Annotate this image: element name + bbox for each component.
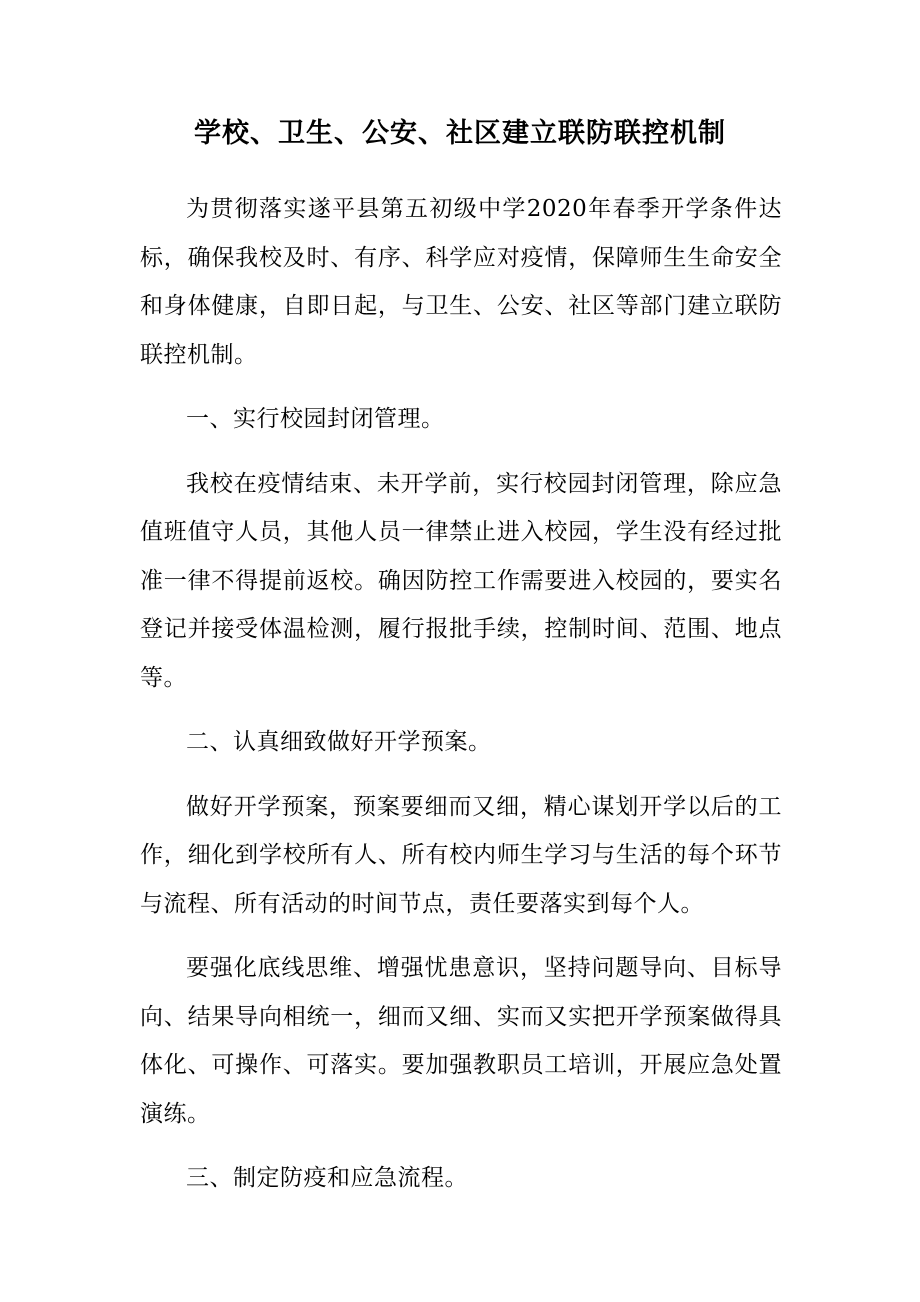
intro-paragraph: 为贯彻落实遂平县第五初级中学2020年春季开学条件达标，确保我校及时、有序、科学应对疫情，保障师生生命安全和身体健康，自即日起，与卫生、公安、社区等部门建立联防联控机制。 (140, 196, 782, 368)
document-body (140, 185, 782, 1219)
section-2-paragraph-2: 要强化底线思维、增强忧患意识，坚持问题导向、目标导向、结果导向相统一，细而又细、实而又实把开学预案做得具体化、可操作、可落实。要加强教职员工培训，开展应急处置演练。 (140, 955, 782, 1127)
section-heading-3: 三、制定防疫和应急流程。 (186, 1165, 468, 1191)
section-1-paragraph-1: 我校在疫情结束、未开学前，实行校园封闭管理，除应急值班值守人员，其他人员一律禁止进入校园，学生没有经过批准一律不得提前返校。确因防控工作需要进入校园的，要实名登记并接受体温检测，履行报批手续，控制时间、范围、地点等。 (140, 470, 782, 691)
section-heading-1: 一、实行校园封闭管理。 (186, 406, 445, 432)
section-2-paragraph-1: 做好开学预案，预案要细而又细，精心谋划开学以后的工作，细化到学校所有人、所有校内师生学习与生活的每个环节与流程、所有活动的时间节点，责任要落实到每个人。 (140, 793, 782, 917)
section-heading-2: 二、认真细致做好开学预案。 (186, 729, 492, 755)
document-title: 学校、卫生、公安、社区建立联防联控机制 (194, 118, 726, 149)
